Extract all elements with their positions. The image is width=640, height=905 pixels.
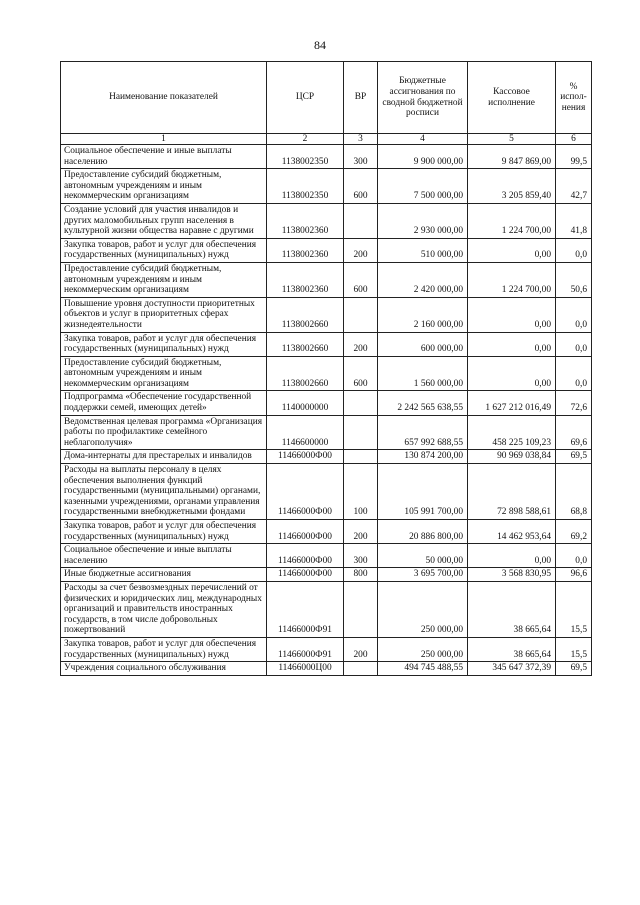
cell-csr: 11466000Ф00 <box>267 464 344 520</box>
cell-vr: 200 <box>344 238 378 262</box>
cell-name: Закупка товаров, работ и услуг для обеспечения государственных (муниципальных) нужд <box>61 238 267 262</box>
cell-vr <box>344 450 378 464</box>
cell-cash: 1 224 700,00 <box>468 203 556 238</box>
cell-cash: 38 665,64 <box>468 581 556 637</box>
column-number-row <box>61 134 592 145</box>
cell-csr: 1138002660 <box>267 356 344 391</box>
cell-budget: 1 560 000,00 <box>378 356 468 391</box>
header-pct: % испол-нения <box>556 62 592 134</box>
table-row <box>61 262 592 297</box>
cell-cash: 3 205 859,40 <box>468 169 556 204</box>
table-row <box>61 662 592 676</box>
cell-pct: 69,5 <box>556 662 592 676</box>
cell-pct: 69,5 <box>556 450 592 464</box>
cell-pct: 0,0 <box>556 238 592 262</box>
cell-vr: 600 <box>344 356 378 391</box>
table-row <box>61 391 592 415</box>
cell-budget: 600 000,00 <box>378 332 468 356</box>
cell-cash: 0,00 <box>468 297 556 332</box>
cell-pct: 96,6 <box>556 568 592 582</box>
table-row <box>61 169 592 204</box>
cell-csr: 11466000Ф00 <box>267 544 344 568</box>
cell-pct: 0,0 <box>556 297 592 332</box>
cell-vr <box>344 297 378 332</box>
table-row <box>61 637 592 661</box>
cell-csr: 11466000Ф00 <box>267 450 344 464</box>
cell-pct: 50,6 <box>556 262 592 297</box>
cell-name: Дома-интернаты для престарелых и инвалидов <box>61 450 267 464</box>
cell-cash: 1 224 700,00 <box>468 262 556 297</box>
column-number: 5 <box>468 134 556 145</box>
cell-pct: 69,2 <box>556 520 592 544</box>
cell-budget: 2 242 565 638,55 <box>378 391 468 415</box>
cell-budget: 3 695 700,00 <box>378 568 468 582</box>
cell-name: Учреждения социального обслуживания <box>61 662 267 676</box>
cell-vr: 800 <box>344 568 378 582</box>
cell-vr: 100 <box>344 464 378 520</box>
cell-vr <box>344 662 378 676</box>
cell-cash: 3 568 830,95 <box>468 568 556 582</box>
table-row <box>61 544 592 568</box>
table-row <box>61 450 592 464</box>
cell-pct: 68,8 <box>556 464 592 520</box>
cell-budget: 2 160 000,00 <box>378 297 468 332</box>
cell-name: Подпрограмма «Обеспечение государственной поддержки семей, имеющих детей» <box>61 391 267 415</box>
cell-vr: 600 <box>344 169 378 204</box>
cell-budget: 20 886 800,00 <box>378 520 468 544</box>
cell-pct: 41,8 <box>556 203 592 238</box>
header-cash: Кассовое исполнение <box>468 62 556 134</box>
cell-vr <box>344 415 378 450</box>
cell-cash: 0,00 <box>468 238 556 262</box>
table-row <box>61 581 592 637</box>
cell-pct: 15,5 <box>556 581 592 637</box>
cell-pct: 69,6 <box>556 415 592 450</box>
cell-vr <box>344 203 378 238</box>
cell-vr: 600 <box>344 262 378 297</box>
table-body <box>61 145 592 676</box>
table-row <box>61 297 592 332</box>
cell-vr <box>344 581 378 637</box>
table-row <box>61 464 592 520</box>
cell-cash: 38 665,64 <box>468 637 556 661</box>
cell-budget: 657 992 688,55 <box>378 415 468 450</box>
cell-cash: 0,00 <box>468 332 556 356</box>
budget-execution-table <box>60 61 592 676</box>
cell-cash: 458 225 109,23 <box>468 415 556 450</box>
cell-pct: 42,7 <box>556 169 592 204</box>
cell-vr: 200 <box>344 520 378 544</box>
cell-name: Расходы на выплаты персоналу в целях обеспечения выполнения функций государственными (муниципальными) органами, казенными учреждениями, органами управления государственными внебюджетными фондами <box>61 464 267 520</box>
cell-budget: 7 500 000,00 <box>378 169 468 204</box>
header-row <box>61 62 592 134</box>
column-number: 2 <box>267 134 344 145</box>
cell-pct: 15,5 <box>556 637 592 661</box>
cell-csr: 11466000Ф00 <box>267 520 344 544</box>
cell-budget: 105 991 700,00 <box>378 464 468 520</box>
cell-pct: 0,0 <box>556 332 592 356</box>
cell-csr: 11466000Ф91 <box>267 637 344 661</box>
column-number: 6 <box>556 134 592 145</box>
cell-csr: 1138002360 <box>267 203 344 238</box>
cell-pct: 99,5 <box>556 145 592 169</box>
table-row <box>61 568 592 582</box>
cell-cash: 72 898 588,61 <box>468 464 556 520</box>
table-row <box>61 332 592 356</box>
cell-csr: 11466000Ф00 <box>267 568 344 582</box>
cell-name: Закупка товаров, работ и услуг для обеспечения государственных (муниципальных) нужд <box>61 520 267 544</box>
cell-name: Создание условий для участия инвалидов и других маломобильных групп населения в культурной жизни общества наравне с другими <box>61 203 267 238</box>
cell-csr: 1138002350 <box>267 169 344 204</box>
cell-name: Предоставление субсидий бюджетным, автономным учреждениям и иным некоммерческим организациям <box>61 356 267 391</box>
cell-budget: 250 000,00 <box>378 637 468 661</box>
table-row <box>61 238 592 262</box>
cell-vr: 300 <box>344 145 378 169</box>
cell-cash: 14 462 953,64 <box>468 520 556 544</box>
table-row <box>61 520 592 544</box>
table-row <box>61 415 592 450</box>
cell-budget: 250 000,00 <box>378 581 468 637</box>
cell-vr: 300 <box>344 544 378 568</box>
cell-cash: 1 627 212 016,49 <box>468 391 556 415</box>
cell-pct: 72,6 <box>556 391 592 415</box>
cell-csr: 1146600000 <box>267 415 344 450</box>
cell-budget: 2 930 000,00 <box>378 203 468 238</box>
cell-cash: 0,00 <box>468 356 556 391</box>
cell-name: Предоставление субсидий бюджетным, автономным учреждениям и иным некоммерческим организациям <box>61 169 267 204</box>
column-number: 1 <box>61 134 267 145</box>
cell-vr: 200 <box>344 637 378 661</box>
cell-budget: 510 000,00 <box>378 238 468 262</box>
cell-pct: 0,0 <box>556 356 592 391</box>
cell-budget: 130 874 200,00 <box>378 450 468 464</box>
cell-pct: 0,0 <box>556 544 592 568</box>
table-row <box>61 203 592 238</box>
header-csr: ЦСР <box>267 62 344 134</box>
cell-csr: 1138002660 <box>267 297 344 332</box>
column-number: 4 <box>378 134 468 145</box>
cell-name: Закупка товаров, работ и услуг для обеспечения государственных (муниципальных) нужд <box>61 332 267 356</box>
cell-name: Социальное обеспечение и иные выплаты населению <box>61 544 267 568</box>
cell-cash: 9 847 869,00 <box>468 145 556 169</box>
cell-name: Предоставление субсидий бюджетным, автономным учреждениям и иным некоммерческим организациям <box>61 262 267 297</box>
cell-cash: 345 647 372,39 <box>468 662 556 676</box>
cell-csr: 1138002360 <box>267 238 344 262</box>
cell-csr: 1138002360 <box>267 262 344 297</box>
header-vr: ВР <box>344 62 378 134</box>
table-row <box>61 356 592 391</box>
cell-vr <box>344 391 378 415</box>
cell-name: Иные бюджетные ассигнования <box>61 568 267 582</box>
cell-name: Ведомственная целевая программа «Организация работы по профилактике семейного неблагополучия» <box>61 415 267 450</box>
cell-budget: 494 745 488,55 <box>378 662 468 676</box>
cell-vr: 200 <box>344 332 378 356</box>
cell-name: Социальное обеспечение и иные выплаты населению <box>61 145 267 169</box>
cell-name: Расходы за счет безвозмездных перечислений от физических и юридических лиц, международных организаций и правительств иностранных государств, в том числе добровольных пожертвований <box>61 581 267 637</box>
page-number: 84 <box>314 38 326 52</box>
column-number: 3 <box>344 134 378 145</box>
cell-name: Повышение уровня доступности приоритетных объектов и услуг в приоритетных сферах жизнедеятельности <box>61 297 267 332</box>
cell-cash: 0,00 <box>468 544 556 568</box>
cell-csr: 11466000Ц00 <box>267 662 344 676</box>
header-budget: Бюджетные ассигнования по сводной бюджетной росписи <box>378 62 468 134</box>
table-row <box>61 145 592 169</box>
cell-budget: 2 420 000,00 <box>378 262 468 297</box>
header-name: Наименование показателей <box>61 62 267 134</box>
cell-cash: 90 969 038,84 <box>468 450 556 464</box>
cell-csr: 1138002350 <box>267 145 344 169</box>
cell-csr: 11466000Ф91 <box>267 581 344 637</box>
cell-name: Закупка товаров, работ и услуг для обеспечения государственных (муниципальных) нужд <box>61 637 267 661</box>
cell-budget: 50 000,00 <box>378 544 468 568</box>
cell-csr: 1138002660 <box>267 332 344 356</box>
cell-csr: 1140000000 <box>267 391 344 415</box>
cell-budget: 9 900 000,00 <box>378 145 468 169</box>
